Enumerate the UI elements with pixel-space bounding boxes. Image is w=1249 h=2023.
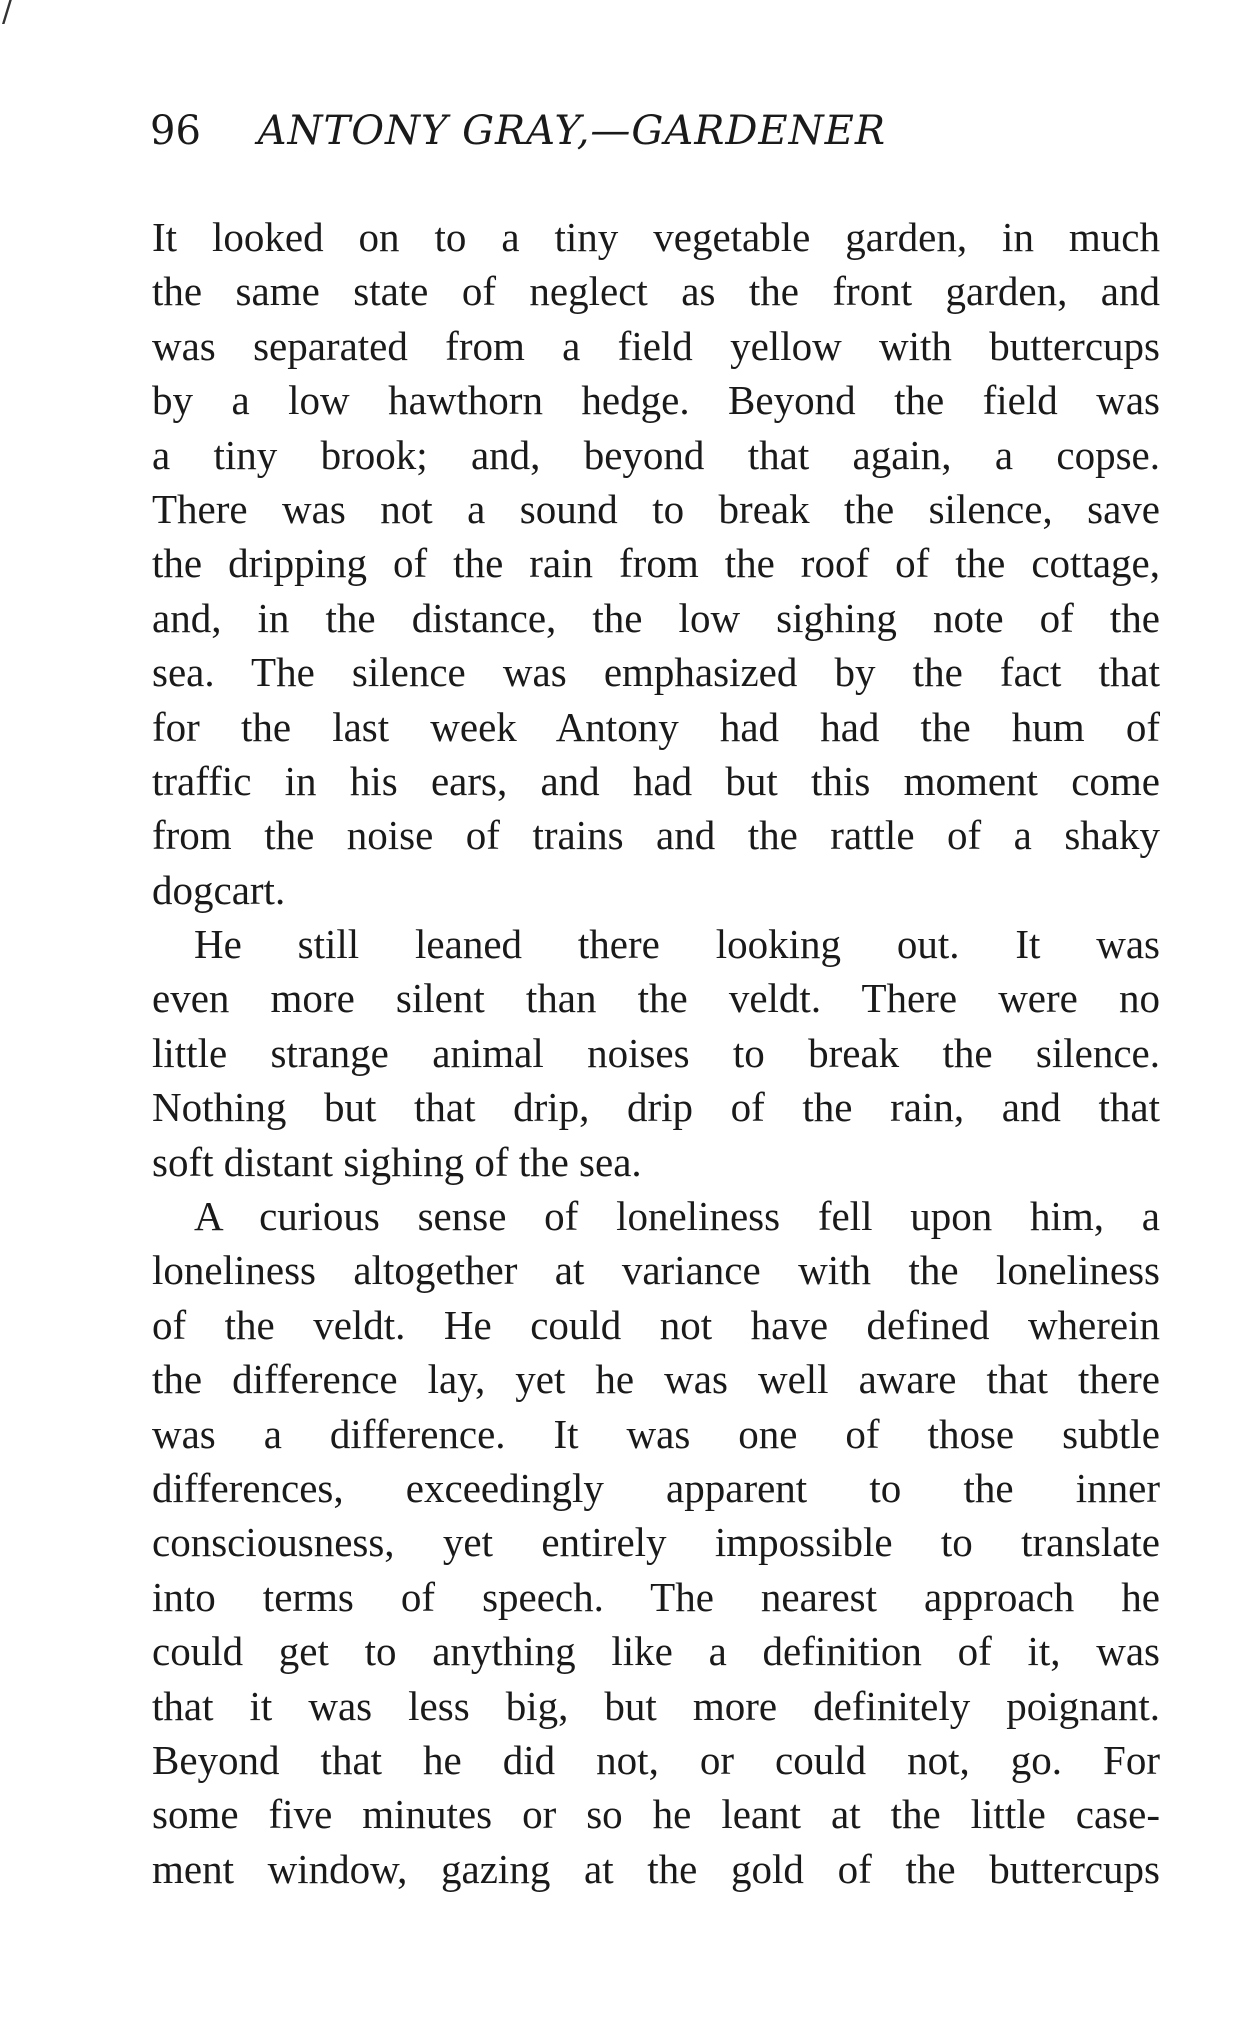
text-line: even more silent than the veldt. There were no (152, 975, 1160, 1022)
text-line: consciousness, yet entirely impossible to translate (152, 1519, 1160, 1566)
text-line: It looked on to a tiny vegetable garden, in much (152, 214, 1160, 260)
text-line: He still leaned there looking out. It was (194, 921, 1160, 968)
text-line: into terms of speech. The nearest approach he (152, 1573, 1160, 1620)
text-line: ment window, gazing at the gold of the buttercups (152, 1845, 1160, 1892)
text-line: from the noise of trains and the rattle of a shaky (152, 812, 1160, 859)
text-line: the dripping of the rain from the roof of the cottage, (152, 540, 1160, 587)
text-line: of the veldt. He could not have defined wherein (152, 1301, 1160, 1348)
text-line: some five minutes or so he leant at the little case- (152, 1791, 1160, 1838)
paragraph (152, 1189, 1160, 1896)
text-line: for the last week Antony had had the hum of (152, 703, 1160, 750)
paragraph (152, 917, 1160, 1189)
page-number: 96 (150, 108, 201, 154)
text-line: a tiny brook; and, beyond that again, a copse. (152, 431, 1160, 478)
text-line: by a low hawthorn hedge. Beyond the field was (152, 377, 1160, 424)
running-title: ANTONY GRAY,—GARDENER (257, 108, 886, 154)
text-line: sea. The silence was emphasized by the fact that (152, 649, 1160, 696)
text-line: that it was less big, but more definitely poignant. (152, 1682, 1160, 1729)
text-line: could get to anything like a definition of it, was (152, 1628, 1160, 1675)
text-line: loneliness altogether at variance with the loneliness (152, 1247, 1160, 1294)
text-line: the difference lay, yet he was well aware that there (152, 1356, 1160, 1403)
text-line: was a difference. It was one of those subtle (152, 1410, 1160, 1457)
text-line: There was not a sound to break the silence, save (152, 485, 1160, 532)
text-line: soft distant sighing of the sea. (152, 1138, 642, 1185)
text-line: little strange animal noises to break the silence. (152, 1029, 1160, 1076)
text-line: A curious sense of loneliness fell upon him, a (194, 1193, 1160, 1240)
page-header (150, 106, 1130, 156)
text-line: the same state of neglect as the front garden, and (152, 268, 1160, 315)
corner-mark: / (2, 0, 13, 29)
text-line: Nothing but that drip, drip of the rain, and that (152, 1084, 1160, 1131)
body-text (152, 210, 1160, 1896)
text-line: traffic in his ears, and had but this moment come (152, 757, 1160, 804)
text-line: dogcart. (152, 866, 286, 913)
text-line: Beyond that he did not, or could not, go. For (152, 1736, 1160, 1783)
text-line: and, in the distance, the low sighing note of the (152, 594, 1160, 641)
paragraph (152, 210, 1160, 917)
text-line: differences, exceedingly apparent to the inner (152, 1464, 1160, 1511)
text-line: was separated from a field yellow with buttercups (152, 322, 1160, 369)
